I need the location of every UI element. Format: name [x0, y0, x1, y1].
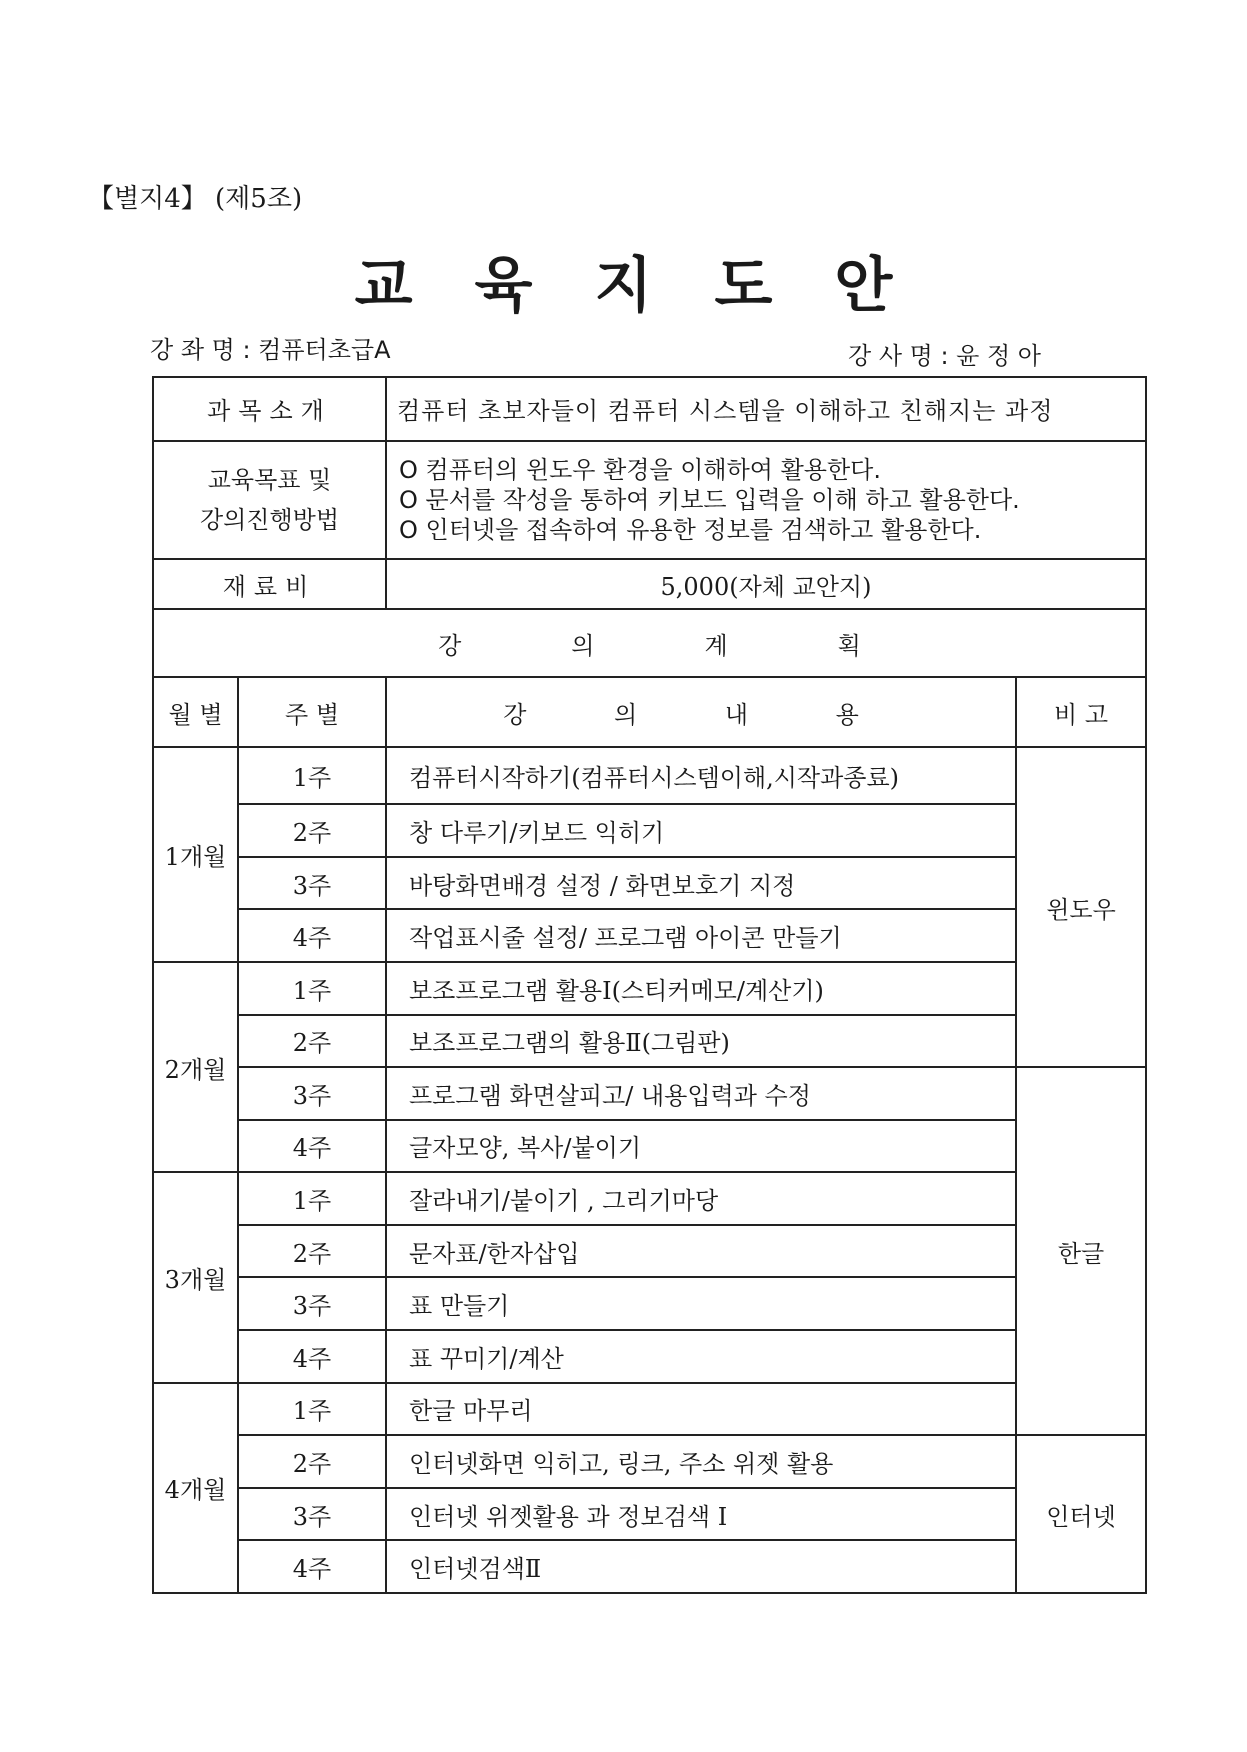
table-row: [153, 1383, 1146, 1436]
intro-label: 과목소개: [153, 377, 386, 441]
goals-label-line-2: 강의진행방법: [199, 505, 340, 534]
lesson-plan-table: [152, 376, 1147, 1594]
week-cell: 2주: [238, 1015, 386, 1068]
content-cell: 작업표시줄 설정/ 프로그램 아이콘 만들기: [386, 909, 1016, 962]
month-cell: 3개월: [153, 1172, 238, 1382]
goals-list: [386, 441, 1146, 559]
fee-row: [153, 559, 1146, 609]
goals-row: [153, 441, 1146, 559]
month-cell: 4개월: [153, 1383, 238, 1593]
week-cell: 1주: [238, 747, 386, 804]
content-cell: 표 꾸미기/계산: [386, 1330, 1016, 1383]
fee-label: 재료비: [153, 559, 386, 609]
content-cell: 표 만들기: [386, 1277, 1016, 1330]
table-row: [153, 1225, 1146, 1278]
week-cell: 1주: [238, 1172, 386, 1225]
teacher-name: 강 사 명 : 윤 정 아: [848, 342, 1041, 370]
content-cell: 잘라내기/붙이기 , 그리기마당: [386, 1172, 1016, 1225]
note-cell: 한글: [1016, 1067, 1146, 1435]
plan-title-row: [153, 609, 1146, 677]
week-cell: 4주: [238, 1540, 386, 1593]
table-row: [153, 1067, 1146, 1120]
content-cell: 인터넷검색Ⅱ: [386, 1540, 1016, 1593]
month-cell: 2개월: [153, 962, 238, 1172]
goal-item: O 문서를 작성을 통하여 키보드 입력을 이해 하고 활용한다.: [399, 485, 1020, 514]
table-row: [153, 857, 1146, 910]
content-cell: 바탕화면배경 설정 / 화면보호기 지정: [386, 857, 1016, 910]
goals-label: [153, 441, 386, 559]
header-month: 월 별: [153, 677, 238, 747]
content-cell: 인터넷화면 익히고, 링크, 주소 위젯 활용: [386, 1435, 1016, 1488]
attachment-label: 【별지4】 (제5조): [88, 184, 303, 214]
goal-item: O 컴퓨터의 윈도우 환경을 이해하여 활용한다.: [399, 455, 881, 484]
table-row: [153, 1172, 1146, 1225]
table-row: [153, 962, 1146, 1015]
note-cell: 인터넷: [1016, 1435, 1146, 1593]
content-cell: 창 다루기/키보드 익히기: [386, 804, 1016, 857]
week-cell: 4주: [238, 909, 386, 962]
table-row: [153, 1277, 1146, 1330]
week-cell: 2주: [238, 1435, 386, 1488]
header-note: 비 고: [1016, 677, 1146, 747]
content-cell: 컴퓨터시작하기(컴퓨터시스템이해,시작과종료): [386, 747, 1016, 804]
content-cell: 인터넷 위젯활용 과 정보검색 Ⅰ: [386, 1488, 1016, 1541]
intro-row: [153, 377, 1146, 441]
note-cell: 윈도우: [1016, 747, 1146, 1067]
content-cell: 프로그램 화면살피고/ 내용입력과 수정: [386, 1067, 1016, 1120]
week-cell: 1주: [238, 1383, 386, 1436]
week-cell: 4주: [238, 1120, 386, 1173]
content-cell: 글자모양, 복사/붙이기: [386, 1120, 1016, 1173]
course-name: 강 좌 명 : 컴퓨터초급A: [150, 336, 391, 364]
table-row: [153, 1015, 1146, 1068]
week-cell: 4주: [238, 1330, 386, 1383]
goal-item: O 인터넷을 접속하여 유용한 정보를 검색하고 활용한다.: [399, 515, 982, 544]
table-row: [153, 747, 1146, 804]
table-row: [153, 1120, 1146, 1173]
fee-value: 5,000(자체 교안지): [386, 559, 1146, 609]
plan-header-row: [153, 677, 1146, 747]
month-cell: 1개월: [153, 747, 238, 962]
table-row: [153, 804, 1146, 857]
content-cell: 보조프로그램 활용Ⅰ(스티커메모/계산기): [386, 962, 1016, 1015]
table-row: [153, 1330, 1146, 1383]
table-row: [153, 1540, 1146, 1593]
goals-label-line-1: 교육목표 및: [207, 465, 332, 494]
week-cell: 2주: [238, 804, 386, 857]
content-cell: 문자표/한자삽입: [386, 1225, 1016, 1278]
content-cell: 보조프로그램의 활용Ⅱ(그림판): [386, 1015, 1016, 1068]
week-cell: 1주: [238, 962, 386, 1015]
plan-title: 강의계획: [153, 609, 1146, 677]
week-cell: 3주: [238, 857, 386, 910]
table-row: [153, 1488, 1146, 1541]
week-cell: 3주: [238, 1277, 386, 1330]
week-cell: 2주: [238, 1225, 386, 1278]
header-week: 주 별: [238, 677, 386, 747]
intro-text: 컴퓨터 초보자들이 컴퓨터 시스템을 이해하고 친해지는 과정: [386, 377, 1146, 441]
content-cell: 한글 마무리: [386, 1383, 1016, 1436]
header-content: 강 의 내 용: [386, 677, 1016, 747]
document-title: 교육지도안: [354, 251, 955, 321]
table-row: [153, 909, 1146, 962]
week-cell: 3주: [238, 1067, 386, 1120]
week-cell: 3주: [238, 1488, 386, 1541]
table-row: [153, 1435, 1146, 1488]
